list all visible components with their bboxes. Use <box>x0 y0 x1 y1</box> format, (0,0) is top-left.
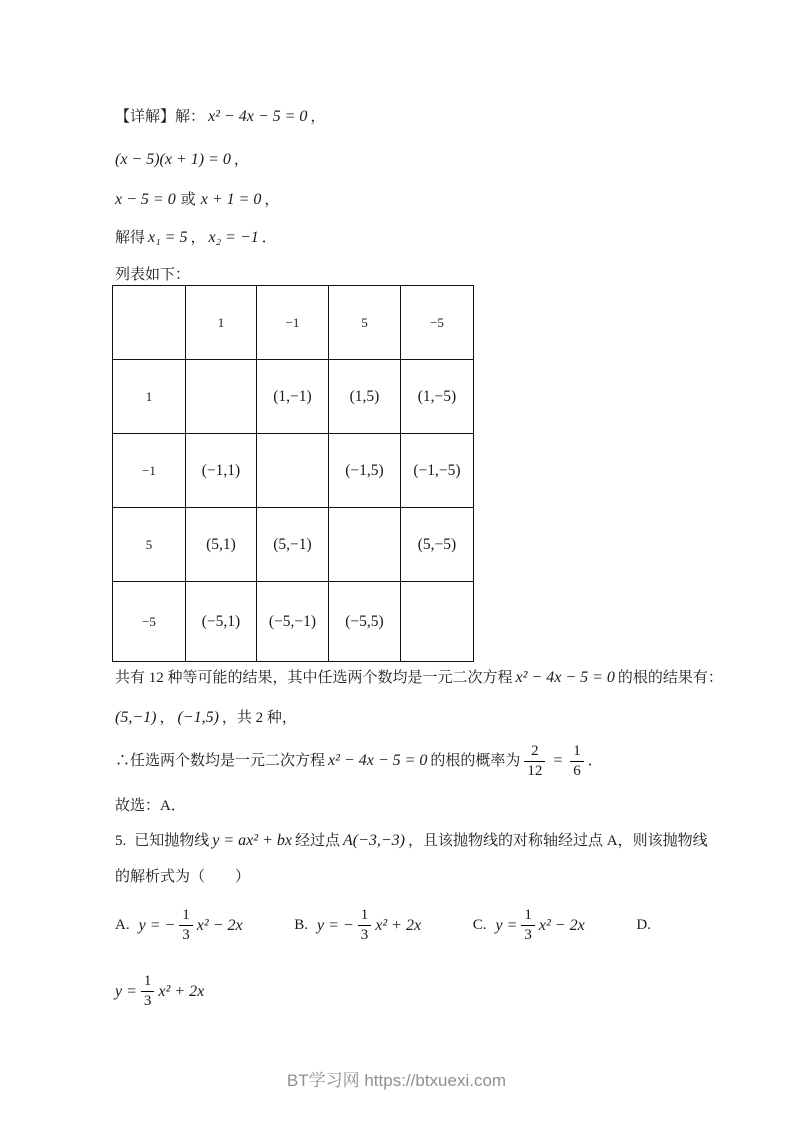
or-word: 或 <box>180 192 196 208</box>
table-cell: (−5,−1) <box>257 582 329 662</box>
option-d-label: D. <box>636 917 651 933</box>
table-cell: 1 <box>113 360 186 434</box>
table-cell: −1 <box>113 434 186 508</box>
answer-line: 故选：A． <box>115 797 186 814</box>
equation-quadratic: x² − 4x − 5 = 0 <box>328 752 428 770</box>
option-b-formula: y = − $\frac{1}{3}$ x² + 2x <box>317 906 422 943</box>
table-cell: (1,5) <box>329 360 401 434</box>
root-x1: x₁ = 5 <box>148 229 188 246</box>
fraction-1-6: $\frac{1}{6}$ <box>570 743 584 781</box>
table-cell: (5,−1) <box>257 508 329 582</box>
table-row <box>113 360 474 434</box>
equation-factored: (x − 5)(x + 1) = 0 <box>115 151 231 168</box>
comma: ， <box>264 192 280 208</box>
equation-root-1: x − 5 = 0 <box>115 191 176 208</box>
option-d <box>636 917 660 934</box>
option-a-label: A. <box>115 917 130 933</box>
pair-1: (5,−1) <box>115 709 157 726</box>
solution-step-4 <box>115 228 695 248</box>
fraction-2-12: $\frac{2}{12}$ <box>524 743 545 781</box>
equation-root-2: x + 1 = 0 <box>200 191 262 208</box>
fraction-1-3: $\frac{1}{3}$ <box>358 907 372 945</box>
option-b <box>294 907 421 945</box>
solve-label: 解得 <box>115 230 146 246</box>
table-cell: −5 <box>113 582 186 662</box>
solution-step-1 <box>115 107 695 127</box>
table-cell <box>113 286 186 360</box>
option-a <box>115 907 243 945</box>
table-row <box>113 434 474 508</box>
fraction-1-3: $\frac{1}{3}$ <box>521 907 535 945</box>
table-caption: 列表如下： <box>115 267 191 283</box>
option-c-label: C. <box>472 917 487 933</box>
table-cell: (−5,1) <box>186 582 257 662</box>
table-cell: (5,−5) <box>401 508 474 582</box>
table-header-row <box>113 286 474 360</box>
site-watermark <box>0 1066 793 1091</box>
document-body <box>115 0 723 1014</box>
equals-sign: = <box>552 752 564 770</box>
options-row <box>115 904 660 948</box>
point-a: A(−3,−3) <box>342 831 406 849</box>
table-cell: (1,−5) <box>401 360 474 434</box>
comma: ， <box>233 152 249 168</box>
solution-step-2 <box>115 150 695 170</box>
table-cell: 5 <box>329 286 401 360</box>
parabola-equation: y = ax² + bx <box>212 831 292 849</box>
table-cell: (−5,5) <box>329 582 401 662</box>
question-5-line-1: 5. 已知抛物线 y = ax² + bx 经过点 A(−3,−3) ，且该抛物线的对称轴经过点 A，则该抛物线 <box>115 831 708 849</box>
option-a-formula: y = − $\frac{1}{3}$ x² − 2x <box>138 906 243 943</box>
table-cell: (−1,1) <box>186 434 257 508</box>
option-b-label: B. <box>294 917 309 933</box>
root-x2: x₂ = −1 <box>208 229 259 246</box>
pair-2: (−1,5) <box>177 709 219 726</box>
table-cell: (−1,5) <box>329 434 401 508</box>
option-d-formula: y = $\frac{1}{3}$ x² + 2x <box>115 972 205 1009</box>
table-cell <box>329 508 401 582</box>
question-5-line-2: 的解析式为（ ） <box>115 868 251 885</box>
table-cell: (−1,−5) <box>401 434 474 508</box>
table-row <box>113 508 474 582</box>
outcome-table <box>112 285 474 662</box>
watermark-text: BT学习网 https://btxuexi.com <box>286 1071 507 1090</box>
fraction-1-3: $\frac{1}{3}$ <box>179 907 193 945</box>
result-count-line: 共有 12 种等可能的结果，其中任选两个数均是一元二次方程 x² − 4x − 5 = 0 的根的结果有： <box>115 669 723 686</box>
comma: ， <box>310 109 326 125</box>
detail-label: 【详解】解： <box>115 109 206 125</box>
question-number: 5. <box>115 832 127 849</box>
table-cell <box>186 360 257 434</box>
table-cell: −1 <box>257 286 329 360</box>
table-row <box>113 582 474 662</box>
equation-quadratic: x² − 4x − 5 = 0 <box>515 669 615 686</box>
solution-step-3 <box>115 190 695 210</box>
comma: ， <box>159 710 175 726</box>
period: ． <box>261 230 277 246</box>
favorable-outcomes-line: (5,−1) ， (−1,5) ，共 2 种， <box>115 709 297 726</box>
table-cell <box>401 582 474 662</box>
comma: ， <box>190 230 206 246</box>
table-cell: 1 <box>186 286 257 360</box>
probability-line: ∴任选两个数均是一元二次方程 x² − 4x − 5 = 0 的根的概率为 $\frac{2}{12}$ = $\frac{1}{6}$ ． <box>115 743 603 780</box>
option-c <box>473 907 585 945</box>
equation-quadratic: x² − 4x − 5 = 0 <box>208 108 308 125</box>
period: ． <box>587 753 603 770</box>
table-cell: (5,1) <box>186 508 257 582</box>
table-cell: (1,−1) <box>257 360 329 434</box>
option-c-formula: y = $\frac{1}{3}$ x² − 2x <box>495 906 585 943</box>
fraction-1-3: $\frac{1}{3}$ <box>141 973 155 1011</box>
table-cell <box>257 434 329 508</box>
table-cell: 5 <box>113 508 186 582</box>
table-cell: −5 <box>401 286 474 360</box>
